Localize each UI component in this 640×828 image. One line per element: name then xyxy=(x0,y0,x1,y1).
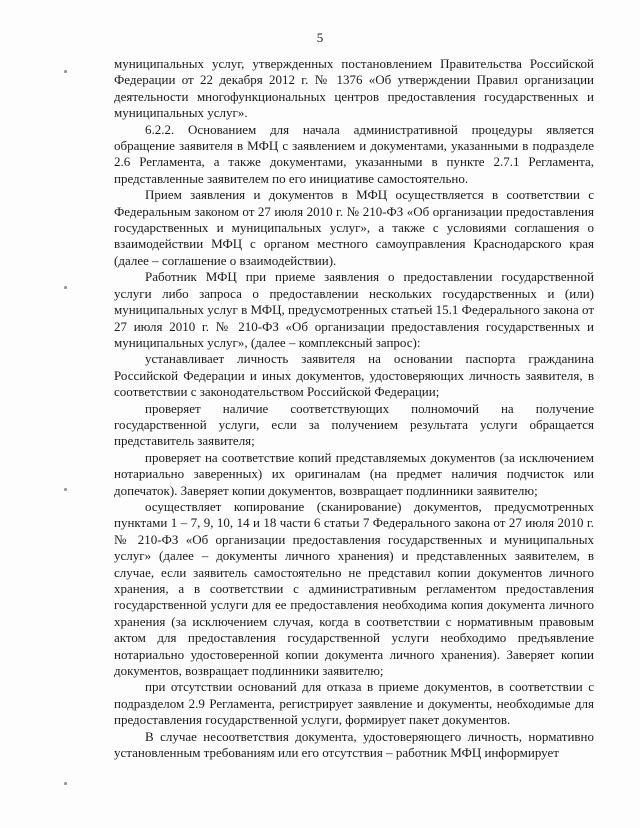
paragraph: проверяет на соответствие копий представляемых документов (за исключением нотариально заверенных) их оригиналам (на предмет наличия подчисток или допечаток). Заверяет копии документов, возвращает подлинники заявителю; xyxy=(114,449,594,498)
paragraph: устанавливает личность заявителя на основании паспорта гражданина Российской Федерации и иных документов, удостоверяющих личность заявителя, в соответствии с законодательством Российской Федерации; xyxy=(114,351,594,400)
page-number: 5 xyxy=(316,30,324,45)
paragraph: проверяет наличие соответствующих полномочий на получение государственной услуги, если за получением результата услуги обращается представитель заявителя; xyxy=(114,400,594,449)
paragraph: 6.2.2. Основанием для начала административной процедуры является обращение заявителя в МФЦ с заявлением и документами, указанными в подразделе 2.6 Регламента, а также документами, указанными в пункте 2.7.1 Регламента, представленные заявителем по его инициативе самостоятельно. xyxy=(114,121,594,186)
paragraph: В случае несоответствия документа, удостоверяющего личность, нормативно установленным требованиям или его отсутствия – работник МФЦ информирует xyxy=(114,728,594,761)
scan-speck xyxy=(64,286,67,289)
paragraph: при отсутствии оснований для отказа в приеме документов, в соответствии с подразделом 2.9 Регламента, регистрирует заявление и документы, необходимые для предоставления государственной услуги, формирует пакет документов. xyxy=(114,679,594,728)
paragraph: Работник МФЦ при приеме заявления о предоставлении государственной услуги либо запроса о предоставлении нескольких государственных и (или) муниципальных услуг в МФЦ, предусмотренных статьей 15.1 Федерального закона от 27 июля 2010 г. № 210-ФЗ «Об организации предоставления государственных и муниципальных услуг», (далее – комплексный запрос): xyxy=(114,269,594,350)
scan-speck xyxy=(64,782,67,785)
scan-speck xyxy=(64,488,67,491)
paragraph: Прием заявления и документов в МФЦ осуществляется в соответствии с Федеральным законом от 27 июля 2010 г. № 210-ФЗ «Об организации предоставления государственных и муниципальных услуг», а также с условиями соглашения о взаимодействии МФЦ с органом местного самоуправления Краснодарского края (далее – соглашение о взаимодействии). xyxy=(114,187,594,268)
paragraph: муниципальных услуг, утвержденных постановлением Правительства Российской Федерации от 22 декабря 2012 г. № 1376 «Об утверждении Правил организации деятельности многофункциональных центров предоставления государственных и муниципальных услуг». xyxy=(114,56,594,121)
scan-speck xyxy=(64,70,67,73)
document-body xyxy=(114,56,594,761)
paragraph: осуществляет копирование (сканирование) документов, предусмотренных пунктами 1 – 7, 9, 10, 14 и 18 части 6 статьи 7 Федерального закона от 27 июля 2010 г. № 210-ФЗ «Об организации предоставления государственных и муниципальных услуг» (далее – документы личного хранения) и представленных заявителем, в случае, если заявитель самостоятельно не представил копии документов личного хранения, а в соответствии с административным регламентом предоставления государственной услуги для ее предоставления необходима копия документа личного хранения (за исключением случая, когда в соответствии с нормативным правовым актом для предоставления государственной услуги необходимо предъявление нотариально удостоверенной копии документа личного хранения). Заверяет копии документов, возвращает подлинники заявителю; xyxy=(114,498,594,679)
